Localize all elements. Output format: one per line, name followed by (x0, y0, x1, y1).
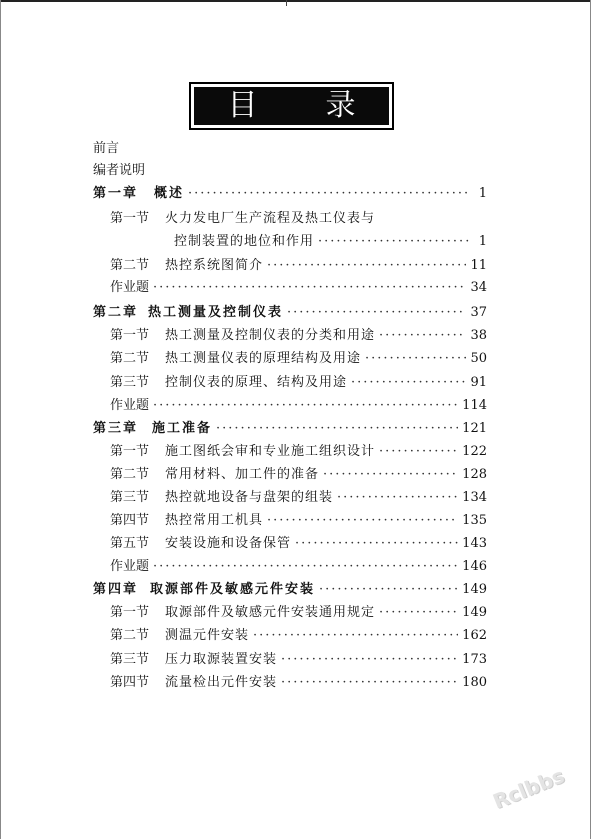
toc-page-number: 122 (462, 444, 487, 459)
toc-section-row[interactable] (110, 652, 487, 668)
toc-page-number: 1 (478, 186, 487, 201)
toc-chapter-title: 施工准备 (152, 421, 213, 436)
toc-leader-dots (188, 186, 469, 202)
toc-section-label: 第一节 (110, 605, 150, 620)
toc-page-number: 134 (462, 490, 487, 505)
toc-page-number: 146 (462, 559, 487, 574)
toc-section-row[interactable] (110, 211, 487, 227)
toc-leader-dots (323, 467, 458, 483)
toc-section-row[interactable] (110, 351, 487, 367)
toc-page-number: 114 (462, 398, 487, 413)
toc-leader-dots (281, 675, 458, 691)
toc-page-number: 135 (462, 513, 487, 528)
toc-page-number: 173 (462, 652, 487, 667)
toc-page-number: 37 (470, 305, 487, 320)
toc-section-label: 第二节 (110, 628, 150, 643)
toc-leader-dots (318, 234, 469, 250)
toc-section-label: 第一节 (110, 444, 150, 459)
toc-page-number: 50 (470, 351, 487, 366)
toc-page-number: 180 (462, 675, 487, 690)
toc-leader-dots (365, 351, 466, 367)
toc-leader-dots (287, 305, 466, 321)
toc-section-row[interactable] (110, 375, 487, 391)
toc-exercise-row[interactable] (110, 398, 487, 414)
toc-page-number: 11 (470, 258, 487, 273)
toc-section-title: 控制装置的地位和作用 (174, 234, 315, 249)
toc-leader-dots (153, 559, 458, 575)
toc-editor-note[interactable] (93, 163, 145, 179)
toc-section-row[interactable] (110, 675, 487, 691)
toc-chapter-title: 热工测量及控制仪表 (148, 305, 284, 320)
toc-section-title: 热控就地设备与盘架的组装 (165, 490, 334, 505)
toc-chapter-label: 第四章 (93, 582, 139, 597)
toc-section-row[interactable] (110, 605, 487, 621)
toc-section-title: 热工测量仪表的原理结构及用途 (165, 351, 362, 366)
toc-section-title: 常用材料、加工件的准备 (165, 467, 320, 482)
toc-page-number: 38 (470, 328, 487, 343)
toc-section-title: 热工测量及控制仪表的分类和用途 (165, 328, 376, 343)
toc-section-label: 第一节 (110, 328, 150, 343)
toc-section-title: 压力取源装置安装 (165, 652, 278, 667)
toc-page-number: 149 (462, 582, 487, 597)
toc-section-title: 控制仪表的原理、结构及用途 (165, 375, 348, 390)
toc-leader-dots (351, 375, 466, 391)
toc-section-title: 安装设施和设备保管 (165, 536, 292, 551)
toc-chapter-label: 第二章 (93, 305, 139, 320)
toc-section-row[interactable] (110, 536, 487, 552)
toc-editor-note-label: 编者说明 (93, 163, 146, 178)
toc-leader-dots (153, 280, 466, 296)
toc-leader-dots (379, 444, 458, 460)
toc-section-label: 第二节 (110, 258, 150, 273)
toc-page-number: 128 (462, 467, 487, 482)
toc-chapter-label: 第三章 (93, 421, 139, 436)
toc-section-title: 热控常用工机具 (165, 513, 264, 528)
toc-preface[interactable] (93, 141, 119, 157)
toc-exercise-row[interactable] (110, 559, 487, 575)
toc-section-title: 施工图纸会审和专业施工组织设计 (165, 444, 376, 459)
toc-section-row[interactable] (110, 467, 487, 483)
toc-section-title: 火力发电厂生产流程及热工仪表与 (165, 211, 376, 226)
toc-chapter-row[interactable] (93, 421, 487, 437)
toc-leader-dots (379, 605, 458, 621)
toc-section-label: 第二节 (110, 351, 150, 366)
toc-chapter-row[interactable] (93, 582, 487, 598)
toc-exercise-label: 作业题 (110, 398, 150, 413)
toc-section-row[interactable] (110, 628, 487, 644)
toc-page-number: 121 (462, 421, 487, 436)
toc-section-row[interactable] (110, 444, 487, 460)
toc-section-title: 热控系统图简介 (165, 258, 264, 273)
toc-page-number: 1 (478, 234, 487, 249)
toc-section-title: 测温元件安装 (165, 628, 250, 643)
toc-chapter-title: 概述 (154, 186, 185, 201)
toc-section-row[interactable] (110, 258, 487, 274)
toc-section-label: 第四节 (110, 513, 150, 528)
toc-leader-dots (267, 258, 466, 274)
toc-preface-label: 前言 (93, 141, 120, 156)
toc-leader-dots (153, 398, 458, 414)
toc-section-title: 取源部件及敏感元件安装通用规定 (165, 605, 376, 620)
toc-section-row[interactable] (110, 328, 487, 344)
toc-page-number: 149 (462, 605, 487, 620)
toc-page-number: 34 (470, 280, 487, 295)
toc-leader-dots (267, 513, 458, 529)
toc-section-label: 第四节 (110, 675, 150, 690)
toc-leader-dots (379, 328, 466, 344)
toc-page-number: 143 (462, 536, 487, 551)
toc-chapter-row[interactable] (93, 186, 487, 202)
toc-exercise-row[interactable] (110, 280, 487, 296)
toc-page-number: 91 (470, 375, 487, 390)
toc-section-title: 流量检出元件安装 (165, 675, 278, 690)
toc-section-label: 第三节 (110, 490, 150, 505)
toc-leader-dots (337, 490, 458, 506)
toc-section-row[interactable] (110, 513, 487, 529)
toc-chapter-label: 第一章 (93, 186, 139, 201)
toc-chapter-row[interactable] (93, 305, 487, 321)
toc-section-label: 第三节 (110, 375, 150, 390)
toc-page-number: 162 (462, 628, 487, 643)
toc-section-row-continued[interactable] (174, 234, 487, 250)
toc-leader-dots (253, 628, 458, 644)
toc-section-label: 第三节 (110, 652, 150, 667)
toc-section-label: 第五节 (110, 536, 150, 551)
toc-leader-dots (295, 536, 458, 552)
toc-title-char-2: 录 (325, 88, 356, 123)
toc-section-row[interactable] (110, 490, 487, 506)
watermark-text: Rclbbs (489, 763, 568, 814)
toc-leader-dots (319, 582, 458, 598)
toc-exercise-label: 作业题 (110, 559, 150, 574)
toc-leader-dots (281, 652, 458, 668)
toc-chapter-title: 取源部件及敏感元件安装 (150, 582, 316, 597)
toc-exercise-label: 作业题 (110, 280, 150, 295)
toc-section-label: 第一节 (110, 211, 150, 226)
toc-title-char-1: 目 (227, 88, 258, 123)
toc-leader-dots (216, 421, 458, 437)
toc-section-label: 第二节 (110, 467, 150, 482)
